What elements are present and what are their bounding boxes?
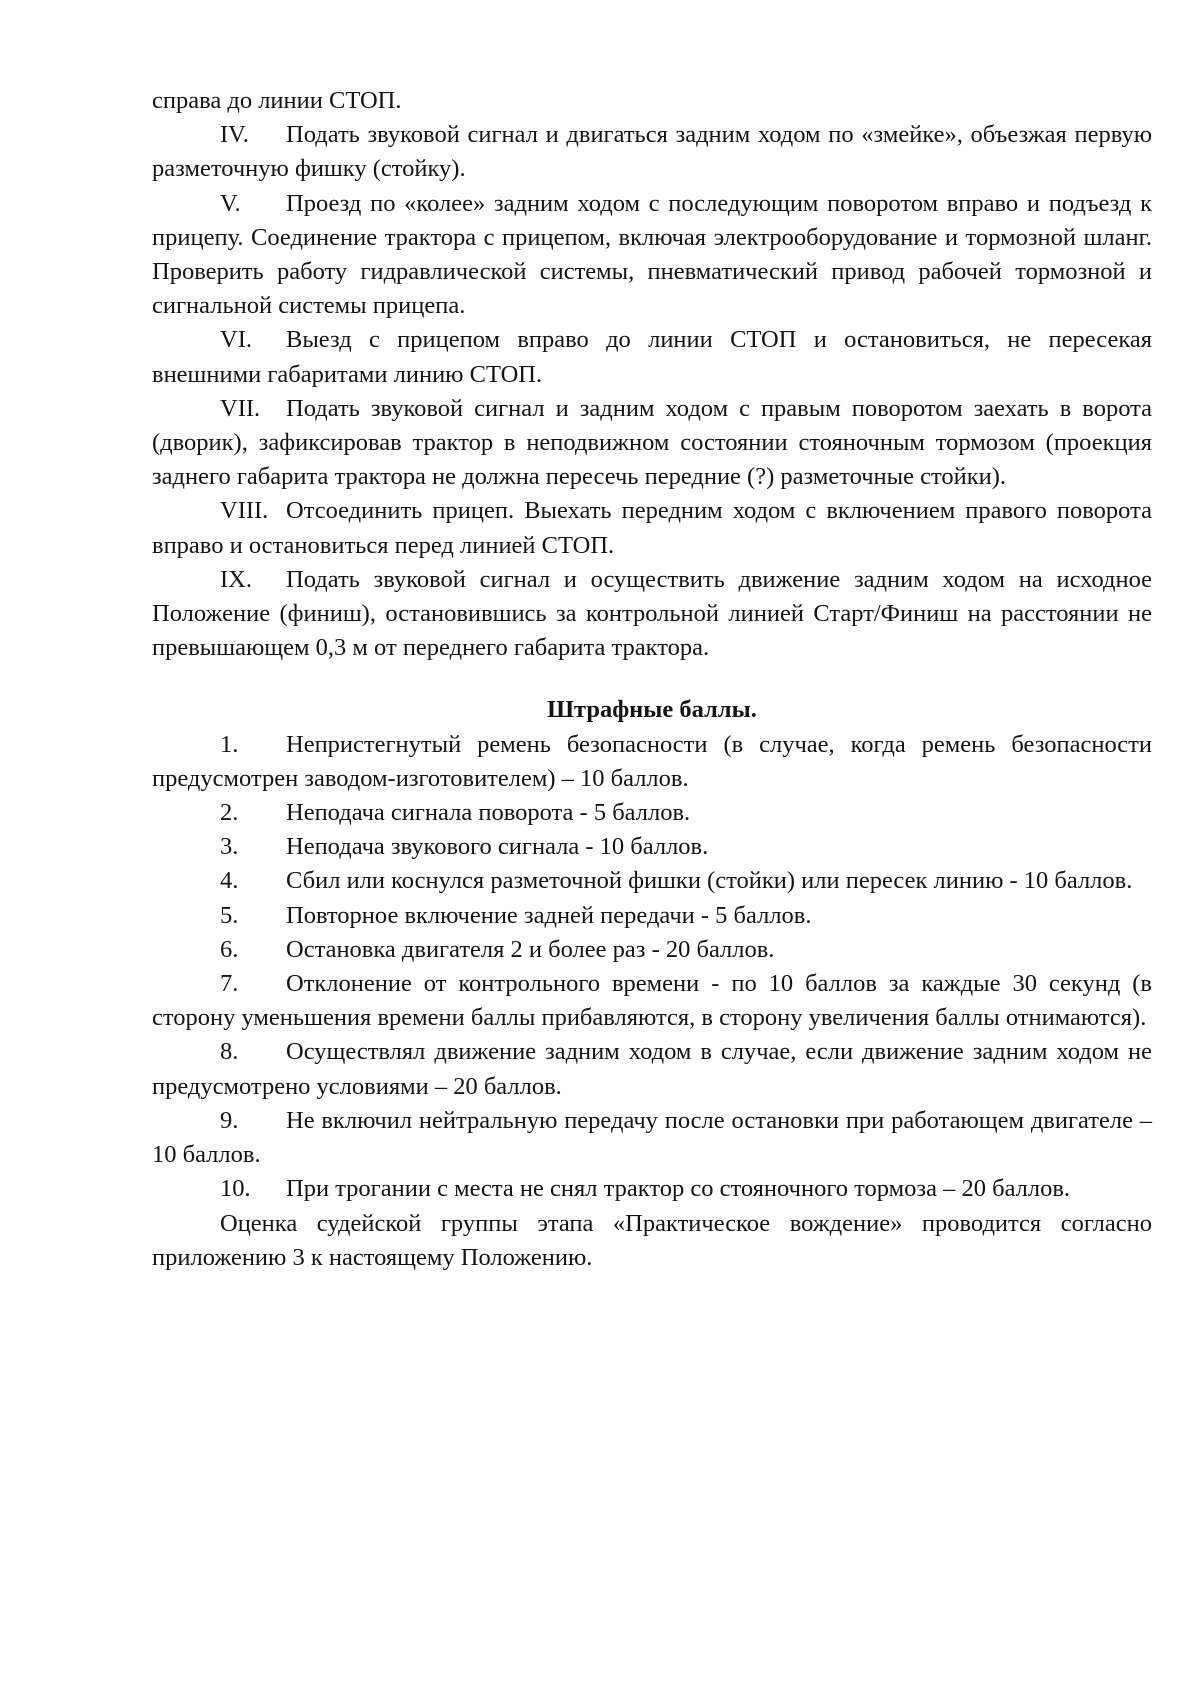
step-text: Отсоединить прицеп. Выехать передним ходом с включением правого поворота вправо и остановиться перед линией СТОП. [152, 497, 1152, 559]
step-number: IX. [220, 565, 252, 593]
penalty-item [152, 830, 1152, 864]
penalty-item [152, 1104, 1152, 1172]
step-number: IV. [220, 121, 249, 149]
step-item [152, 494, 1152, 562]
penalty-text: Повторное включение задней передачи - 5 баллов. [286, 901, 812, 929]
penalty-number: 10. [220, 1175, 251, 1203]
penalty-number: 3. [220, 833, 239, 861]
closing-paragraph: Оценка судейской группы этапа «Практическое вождение» проводится согласно приложению 3 к настоящему Положению. [152, 1209, 1152, 1271]
step-text: Подать звуковой сигнал и осуществить движение задним ходом на исходное Положение (финиш), остановившись за контрольной линией Старт/Финиш на расстоянии не превышающем 0,3 м от переднего габарита трактора. [152, 565, 1152, 662]
penalty-number: 4. [220, 867, 239, 895]
penalty-text: Осуществлял движение задним ходом в случае, если движение задним ходом не предусмотрено условиями – 20 баллов. [152, 1038, 1152, 1100]
penalty-text: Не включил нейтральную передачу после остановки при работающем двигателе – 10 баллов. [152, 1106, 1152, 1169]
document-body [152, 84, 1152, 1275]
step-text: Подать звуковой сигнал и двигаться задним ходом по «змейке», объезжая первую разметочную фишку (стойку). [152, 121, 1152, 183]
penalty-item [152, 728, 1152, 796]
penalty-item [152, 796, 1152, 830]
step-number: VI. [220, 326, 252, 354]
step-number: V. [220, 189, 241, 217]
penalty-text: Неподача звукового сигнала - 10 баллов. [286, 833, 709, 861]
penalty-item [152, 899, 1152, 933]
penalty-number: 2. [220, 799, 239, 827]
penalties-list [152, 728, 1152, 1207]
penalty-text: Сбил или коснулся разметочной фишки (стойки) или пересек линию - 10 баллов. [286, 867, 1133, 895]
step-text: Подать звуковой сигнал и задним ходом с правым поворотом заехать в ворота (дворик), зафиксировав трактор в неподвижном состоянии стояночным тормозом (проекция заднего габарита трактора не должна пересечь передние (?) разметочные стойки). [152, 394, 1152, 491]
step-text: Выезд с прицепом вправо до линии СТОП и остановиться, не пересекая внешними габаритами линию СТОП. [152, 326, 1152, 388]
penalties-heading: Штрафные баллы. [547, 696, 757, 724]
penalty-item [152, 933, 1152, 967]
penalty-number: 1. [220, 730, 239, 758]
penalty-item [152, 1172, 1152, 1206]
penalty-item [152, 864, 1152, 898]
step-text: Проезд по «колее» задним ходом с последующим поворотом вправо и подъезд к прицепу. Соединение трактора с прицепом, включая электрооборудование и тормозной шланг. Проверить работу гидравлической системы, пневматический привод рабочей тормозной и сигнальной системы прицепа. [152, 189, 1152, 320]
penalty-number: 5. [220, 901, 239, 929]
steps-list [152, 118, 1152, 665]
continuation-line: справа до линии СТОП. [152, 87, 402, 114]
penalty-text: Отклонение от контрольного времени - по 10 баллов за каждые 30 секунд (в сторону уменьшения времени баллы прибавляются, в сторону увеличения баллы отнимаются). [152, 970, 1152, 1032]
penalty-text: Непристегнутый ремень безопасности (в случае, когда ремень безопасности предусмотрен заводом-изготовителем) – 10 баллов. [152, 730, 1152, 792]
penalty-number: 9. [220, 1106, 239, 1134]
step-number: VII. [220, 394, 261, 422]
penalty-text: При трогании с места не снял трактор со стояночного тормоза – 20 баллов. [286, 1175, 1071, 1203]
step-item [152, 187, 1152, 324]
step-item [152, 323, 1152, 391]
penalty-number: 6. [220, 935, 239, 963]
step-item [152, 563, 1152, 666]
step-item [152, 118, 1152, 186]
penalty-text: Остановка двигателя 2 и более раз - 20 баллов. [286, 935, 775, 963]
step-item [152, 392, 1152, 495]
penalty-text: Неподача сигнала поворота - 5 баллов. [286, 799, 691, 827]
penalty-number: 7. [220, 970, 239, 998]
penalty-item [152, 967, 1152, 1035]
penalty-item [152, 1035, 1152, 1103]
penalty-number: 8. [220, 1038, 239, 1066]
step-number: VIII. [220, 497, 269, 525]
